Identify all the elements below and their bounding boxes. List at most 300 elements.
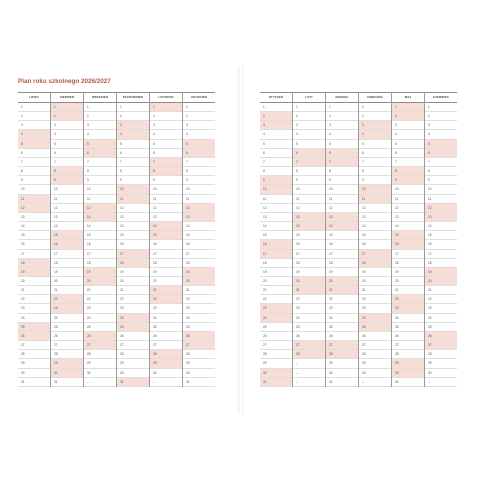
day-cell[interactable]: 18 (425, 259, 457, 268)
day-cell[interactable]: 23 (183, 304, 215, 313)
day-cell[interactable]: 15 (18, 231, 50, 240)
day-cell[interactable]: 4 (150, 130, 182, 139)
day-cell[interactable]: 30 (84, 369, 116, 378)
day-cell[interactable]: 3 (150, 121, 182, 130)
day-cell[interactable]: 11 (359, 195, 391, 204)
day-cell[interactable]: 29 (392, 359, 424, 368)
day-cell[interactable]: 26 (51, 332, 83, 341)
day-cell[interactable]: 26 (359, 332, 391, 341)
day-cell[interactable]: 12 (18, 204, 50, 213)
day-cell[interactable]: 24 (392, 314, 424, 323)
day-cell[interactable]: 5 (117, 140, 149, 149)
day-cell[interactable]: 19 (326, 268, 358, 277)
day-cell[interactable]: 26 (183, 332, 215, 341)
day-cell[interactable]: 18 (183, 259, 215, 268)
day-cell[interactable]: 14 (293, 222, 325, 231)
day-cell[interactable]: 16 (359, 240, 391, 249)
day-cell[interactable]: 30 (260, 369, 292, 378)
day-cell[interactable]: 24 (150, 314, 182, 323)
day-cell[interactable]: 12 (260, 204, 292, 213)
day-cell[interactable]: 17 (51, 250, 83, 259)
day-cell[interactable]: 29 (260, 359, 292, 368)
day-cell[interactable]: 13 (150, 213, 182, 222)
day-cell[interactable]: 2 (392, 112, 424, 121)
day-cell[interactable]: 12 (150, 204, 182, 213)
day-cell[interactable]: 19 (183, 268, 215, 277)
day-cell[interactable]: 21 (359, 286, 391, 295)
day-cell[interactable]: 23 (293, 304, 325, 313)
day-cell[interactable]: 17 (260, 250, 292, 259)
day-cell[interactable]: 12 (425, 204, 457, 213)
day-cell[interactable]: 9 (392, 176, 424, 185)
day-cell[interactable]: 19 (260, 268, 292, 277)
day-cell[interactable]: 11 (260, 195, 292, 204)
day-cell[interactable]: 19 (51, 268, 83, 277)
day-cell[interactable]: 3 (425, 121, 457, 130)
day-cell[interactable]: 12 (51, 204, 83, 213)
day-cell[interactable]: 7 (51, 158, 83, 167)
day-cell[interactable]: 22 (183, 295, 215, 304)
day-cell[interactable]: 13 (183, 213, 215, 222)
day-cell[interactable]: 8 (260, 167, 292, 176)
day-cell[interactable]: 19 (84, 268, 116, 277)
day-cell[interactable]: 24 (425, 314, 457, 323)
day-cell[interactable]: 3 (51, 121, 83, 130)
day-cell[interactable]: 30 (117, 369, 149, 378)
day-cell[interactable]: 1 (117, 103, 149, 112)
day-cell[interactable]: 21 (117, 286, 149, 295)
day-cell[interactable]: 4 (18, 130, 50, 139)
day-cell[interactable]: 24 (117, 314, 149, 323)
day-cell[interactable]: 5 (84, 140, 116, 149)
day-cell[interactable]: 24 (84, 314, 116, 323)
day-cell[interactable]: 5 (326, 140, 358, 149)
day-cell[interactable]: 31 (183, 378, 215, 387)
day-cell[interactable]: 22 (18, 295, 50, 304)
day-cell[interactable]: 4 (392, 130, 424, 139)
day-cell[interactable]: 23 (18, 304, 50, 313)
day-cell[interactable]: 16 (18, 240, 50, 249)
day-cell[interactable]: 23 (150, 304, 182, 313)
day-cell[interactable]: 19 (293, 268, 325, 277)
day-cell[interactable]: 21 (392, 286, 424, 295)
day-cell[interactable]: 6 (183, 149, 215, 158)
day-cell[interactable]: 24 (359, 314, 391, 323)
day-cell[interactable]: 16 (326, 240, 358, 249)
day-cell[interactable]: 6 (392, 149, 424, 158)
day-cell[interactable]: 29 (51, 359, 83, 368)
day-cell[interactable]: 26 (326, 332, 358, 341)
day-cell[interactable]: 7 (84, 158, 116, 167)
day-cell[interactable]: 28 (260, 350, 292, 359)
day-cell[interactable]: 31 (18, 378, 50, 387)
day-cell[interactable]: 23 (84, 304, 116, 313)
day-cell[interactable]: 8 (183, 167, 215, 176)
day-cell[interactable]: 22 (425, 295, 457, 304)
day-cell[interactable]: 29 (425, 359, 457, 368)
day-cell[interactable]: 27 (117, 341, 149, 350)
day-cell[interactable]: 22 (392, 295, 424, 304)
day-cell[interactable]: 25 (392, 323, 424, 332)
day-cell[interactable]: 10 (392, 185, 424, 194)
day-cell[interactable]: 23 (326, 304, 358, 313)
day-cell[interactable]: 5 (183, 140, 215, 149)
day-cell[interactable]: 2 (293, 112, 325, 121)
day-cell[interactable]: 5 (293, 140, 325, 149)
day-cell[interactable]: 24 (18, 314, 50, 323)
day-cell[interactable]: 25 (425, 323, 457, 332)
day-cell[interactable]: 21 (84, 286, 116, 295)
day-cell[interactable]: 4 (425, 130, 457, 139)
day-cell[interactable]: 11 (117, 195, 149, 204)
day-cell[interactable]: 6 (51, 149, 83, 158)
day-cell[interactable]: 25 (326, 323, 358, 332)
day-cell[interactable]: 17 (425, 250, 457, 259)
day-cell[interactable]: 18 (18, 259, 50, 268)
day-cell[interactable]: 20 (51, 277, 83, 286)
day-cell[interactable]: 14 (260, 222, 292, 231)
day-cell[interactable]: 1 (293, 103, 325, 112)
day-cell[interactable]: 5 (150, 140, 182, 149)
day-cell[interactable]: 19 (392, 268, 424, 277)
day-cell[interactable]: 22 (117, 295, 149, 304)
day-cell[interactable]: 25 (51, 323, 83, 332)
day-cell[interactable]: 31 (392, 378, 424, 387)
day-cell[interactable]: 20 (84, 277, 116, 286)
day-cell[interactable]: 12 (392, 204, 424, 213)
day-cell[interactable]: 14 (359, 222, 391, 231)
day-cell[interactable]: 9 (359, 176, 391, 185)
day-cell[interactable]: 25 (117, 323, 149, 332)
day-cell[interactable]: 10 (117, 185, 149, 194)
day-cell[interactable]: 27 (326, 341, 358, 350)
day-cell[interactable]: 17 (359, 250, 391, 259)
day-cell[interactable]: 26 (425, 332, 457, 341)
day-cell[interactable]: 7 (293, 158, 325, 167)
day-cell[interactable]: 1 (260, 103, 292, 112)
day-cell[interactable]: 22 (84, 295, 116, 304)
day-cell[interactable]: 3 (260, 121, 292, 130)
day-cell[interactable]: 29 (84, 359, 116, 368)
day-cell[interactable]: 29 (18, 359, 50, 368)
day-cell[interactable]: 17 (18, 250, 50, 259)
day-cell[interactable]: 2 (18, 112, 50, 121)
day-cell[interactable]: 15 (117, 231, 149, 240)
day-cell[interactable]: 23 (260, 304, 292, 313)
day-cell[interactable]: 4 (183, 130, 215, 139)
day-cell[interactable]: 29 (150, 359, 182, 368)
day-cell[interactable]: 15 (51, 231, 83, 240)
day-cell[interactable]: 29 (183, 359, 215, 368)
day-cell[interactable]: – (293, 359, 325, 368)
day-cell[interactable]: 8 (150, 167, 182, 176)
day-cell[interactable]: 26 (293, 332, 325, 341)
day-cell[interactable]: 28 (51, 350, 83, 359)
day-cell[interactable]: 16 (84, 240, 116, 249)
day-cell[interactable]: 30 (326, 369, 358, 378)
day-cell[interactable]: 25 (183, 323, 215, 332)
day-cell[interactable]: 3 (359, 121, 391, 130)
day-cell[interactable]: 15 (150, 231, 182, 240)
day-cell[interactable]: 27 (18, 341, 50, 350)
day-cell[interactable]: 27 (359, 341, 391, 350)
day-cell[interactable]: 26 (260, 332, 292, 341)
day-cell[interactable]: 17 (84, 250, 116, 259)
day-cell[interactable]: 19 (18, 268, 50, 277)
day-cell[interactable]: 13 (392, 213, 424, 222)
day-cell[interactable]: 14 (425, 222, 457, 231)
day-cell[interactable]: 6 (117, 149, 149, 158)
day-cell[interactable]: 2 (260, 112, 292, 121)
day-cell[interactable]: 7 (18, 158, 50, 167)
day-cell[interactable]: 21 (18, 286, 50, 295)
day-cell[interactable]: 10 (326, 185, 358, 194)
day-cell[interactable]: 13 (260, 213, 292, 222)
day-cell[interactable]: 29 (326, 359, 358, 368)
day-cell[interactable]: 30 (425, 369, 457, 378)
day-cell[interactable]: 13 (359, 213, 391, 222)
day-cell[interactable]: 3 (84, 121, 116, 130)
day-cell[interactable]: 3 (117, 121, 149, 130)
day-cell[interactable]: 13 (84, 213, 116, 222)
day-cell[interactable]: 13 (293, 213, 325, 222)
day-cell[interactable]: 18 (326, 259, 358, 268)
day-cell[interactable]: 25 (84, 323, 116, 332)
day-cell[interactable]: 19 (359, 268, 391, 277)
day-cell[interactable]: 16 (260, 240, 292, 249)
day-cell[interactable]: 1 (150, 103, 182, 112)
day-cell[interactable]: 21 (326, 286, 358, 295)
day-cell[interactable]: 28 (18, 350, 50, 359)
day-cell[interactable]: 26 (150, 332, 182, 341)
day-cell[interactable]: 4 (51, 130, 83, 139)
day-cell[interactable]: 27 (425, 341, 457, 350)
day-cell[interactable]: 19 (117, 268, 149, 277)
day-cell[interactable]: 11 (293, 195, 325, 204)
day-cell[interactable]: 6 (18, 149, 50, 158)
day-cell[interactable]: 17 (183, 250, 215, 259)
day-cell[interactable]: 20 (392, 277, 424, 286)
day-cell[interactable]: – (293, 378, 325, 387)
day-cell[interactable]: 22 (150, 295, 182, 304)
day-cell[interactable]: 14 (183, 222, 215, 231)
day-cell[interactable]: 26 (18, 332, 50, 341)
day-cell[interactable]: 1 (425, 103, 457, 112)
day-cell[interactable]: 23 (51, 304, 83, 313)
day-cell[interactable]: 7 (359, 158, 391, 167)
day-cell[interactable]: 22 (260, 295, 292, 304)
day-cell[interactable]: 28 (150, 350, 182, 359)
day-cell[interactable]: 10 (425, 185, 457, 194)
day-cell[interactable]: 18 (51, 259, 83, 268)
day-cell[interactable]: 7 (425, 158, 457, 167)
day-cell[interactable]: 28 (117, 350, 149, 359)
day-cell[interactable]: 5 (359, 140, 391, 149)
day-cell[interactable]: 8 (293, 167, 325, 176)
day-cell[interactable]: 24 (293, 314, 325, 323)
day-cell[interactable]: 28 (425, 350, 457, 359)
day-cell[interactable]: 23 (117, 304, 149, 313)
day-cell[interactable]: 9 (51, 176, 83, 185)
day-cell[interactable]: 2 (183, 112, 215, 121)
day-cell[interactable]: 25 (293, 323, 325, 332)
day-cell[interactable]: 15 (293, 231, 325, 240)
day-cell[interactable]: 2 (117, 112, 149, 121)
day-cell[interactable]: 24 (326, 314, 358, 323)
day-cell[interactable]: 4 (84, 130, 116, 139)
day-cell[interactable]: 3 (183, 121, 215, 130)
day-cell[interactable]: 2 (150, 112, 182, 121)
day-cell[interactable]: 28 (392, 350, 424, 359)
day-cell[interactable]: 11 (18, 195, 50, 204)
day-cell[interactable]: 18 (392, 259, 424, 268)
day-cell[interactable]: 18 (260, 259, 292, 268)
day-cell[interactable]: 28 (293, 350, 325, 359)
day-cell[interactable]: 9 (150, 176, 182, 185)
day-cell[interactable]: 11 (183, 195, 215, 204)
day-cell[interactable]: 5 (51, 140, 83, 149)
day-cell[interactable]: 8 (425, 167, 457, 176)
day-cell[interactable]: 2 (359, 112, 391, 121)
day-cell[interactable]: 20 (117, 277, 149, 286)
day-cell[interactable]: 11 (84, 195, 116, 204)
day-cell[interactable]: 30 (392, 369, 424, 378)
day-cell[interactable]: 2 (51, 112, 83, 121)
day-cell[interactable]: 3 (293, 121, 325, 130)
day-cell[interactable]: 14 (392, 222, 424, 231)
day-cell[interactable]: 2 (326, 112, 358, 121)
day-cell[interactable]: 20 (18, 277, 50, 286)
day-cell[interactable]: 27 (183, 341, 215, 350)
day-cell[interactable]: 15 (183, 231, 215, 240)
day-cell[interactable]: 3 (18, 121, 50, 130)
day-cell[interactable]: 13 (18, 213, 50, 222)
day-cell[interactable]: 8 (84, 167, 116, 176)
day-cell[interactable]: 4 (117, 130, 149, 139)
day-cell[interactable]: 7 (150, 158, 182, 167)
day-cell[interactable]: 9 (326, 176, 358, 185)
day-cell[interactable]: 20 (150, 277, 182, 286)
day-cell[interactable]: 6 (84, 149, 116, 158)
day-cell[interactable]: 21 (260, 286, 292, 295)
day-cell[interactable]: 12 (183, 204, 215, 213)
day-cell[interactable]: 20 (359, 277, 391, 286)
day-cell[interactable]: 16 (150, 240, 182, 249)
day-cell[interactable]: 11 (425, 195, 457, 204)
day-cell[interactable]: 15 (84, 231, 116, 240)
day-cell[interactable]: 23 (392, 304, 424, 313)
day-cell[interactable]: 11 (150, 195, 182, 204)
day-cell[interactable]: 25 (359, 323, 391, 332)
day-cell[interactable]: 6 (293, 149, 325, 158)
day-cell[interactable]: 13 (51, 213, 83, 222)
day-cell[interactable]: 14 (117, 222, 149, 231)
day-cell[interactable]: 8 (18, 167, 50, 176)
day-cell[interactable]: 13 (326, 213, 358, 222)
day-cell[interactable]: 6 (326, 149, 358, 158)
day-cell[interactable]: 30 (150, 369, 182, 378)
day-cell[interactable]: – (359, 378, 391, 387)
day-cell[interactable]: 11 (326, 195, 358, 204)
day-cell[interactable]: 14 (18, 222, 50, 231)
day-cell[interactable]: 31 (51, 378, 83, 387)
day-cell[interactable]: 17 (392, 250, 424, 259)
day-cell[interactable]: 15 (425, 231, 457, 240)
day-cell[interactable]: 24 (183, 314, 215, 323)
day-cell[interactable]: 7 (260, 158, 292, 167)
day-cell[interactable]: 2 (84, 112, 116, 121)
day-cell[interactable]: 16 (425, 240, 457, 249)
day-cell[interactable]: 2 (425, 112, 457, 121)
day-cell[interactable]: 4 (293, 130, 325, 139)
day-cell[interactable]: – (293, 369, 325, 378)
day-cell[interactable]: 13 (117, 213, 149, 222)
day-cell[interactable]: – (84, 378, 116, 387)
day-cell[interactable]: 25 (260, 323, 292, 332)
day-cell[interactable]: 10 (51, 185, 83, 194)
day-cell[interactable]: 16 (183, 240, 215, 249)
day-cell[interactable]: 9 (117, 176, 149, 185)
day-cell[interactable]: 18 (84, 259, 116, 268)
day-cell[interactable]: 14 (326, 222, 358, 231)
day-cell[interactable]: 6 (425, 149, 457, 158)
day-cell[interactable]: 21 (293, 286, 325, 295)
day-cell[interactable]: 23 (425, 304, 457, 313)
day-cell[interactable]: 15 (392, 231, 424, 240)
day-cell[interactable]: 26 (84, 332, 116, 341)
day-cell[interactable]: 29 (359, 359, 391, 368)
day-cell[interactable]: 9 (293, 176, 325, 185)
day-cell[interactable]: 26 (392, 332, 424, 341)
day-cell[interactable]: 14 (51, 222, 83, 231)
day-cell[interactable]: 5 (260, 140, 292, 149)
day-cell[interactable]: 18 (117, 259, 149, 268)
day-cell[interactable]: 17 (293, 250, 325, 259)
day-cell[interactable]: 6 (260, 149, 292, 158)
day-cell[interactable]: 8 (326, 167, 358, 176)
day-cell[interactable]: 26 (117, 332, 149, 341)
day-cell[interactable]: 11 (51, 195, 83, 204)
day-cell[interactable]: 10 (260, 185, 292, 194)
day-cell[interactable]: 10 (84, 185, 116, 194)
day-cell[interactable]: 5 (392, 140, 424, 149)
day-cell[interactable]: 20 (260, 277, 292, 286)
day-cell[interactable]: 6 (150, 149, 182, 158)
day-cell[interactable]: – (150, 378, 182, 387)
day-cell[interactable]: 8 (51, 167, 83, 176)
day-cell[interactable]: 1 (183, 103, 215, 112)
day-cell[interactable]: 21 (183, 286, 215, 295)
day-cell[interactable]: 24 (51, 314, 83, 323)
day-cell[interactable]: – (425, 378, 457, 387)
day-cell[interactable]: 7 (183, 158, 215, 167)
day-cell[interactable]: 27 (293, 341, 325, 350)
day-cell[interactable]: 24 (260, 314, 292, 323)
day-cell[interactable]: 15 (260, 231, 292, 240)
day-cell[interactable]: 10 (150, 185, 182, 194)
day-cell[interactable]: 30 (183, 369, 215, 378)
day-cell[interactable]: 27 (150, 341, 182, 350)
day-cell[interactable]: 27 (392, 341, 424, 350)
day-cell[interactable]: 31 (117, 378, 149, 387)
day-cell[interactable]: 13 (425, 213, 457, 222)
day-cell[interactable]: 4 (260, 130, 292, 139)
day-cell[interactable]: 27 (51, 341, 83, 350)
day-cell[interactable]: 31 (326, 378, 358, 387)
day-cell[interactable]: 8 (117, 167, 149, 176)
day-cell[interactable]: 1 (326, 103, 358, 112)
day-cell[interactable]: 4 (359, 130, 391, 139)
